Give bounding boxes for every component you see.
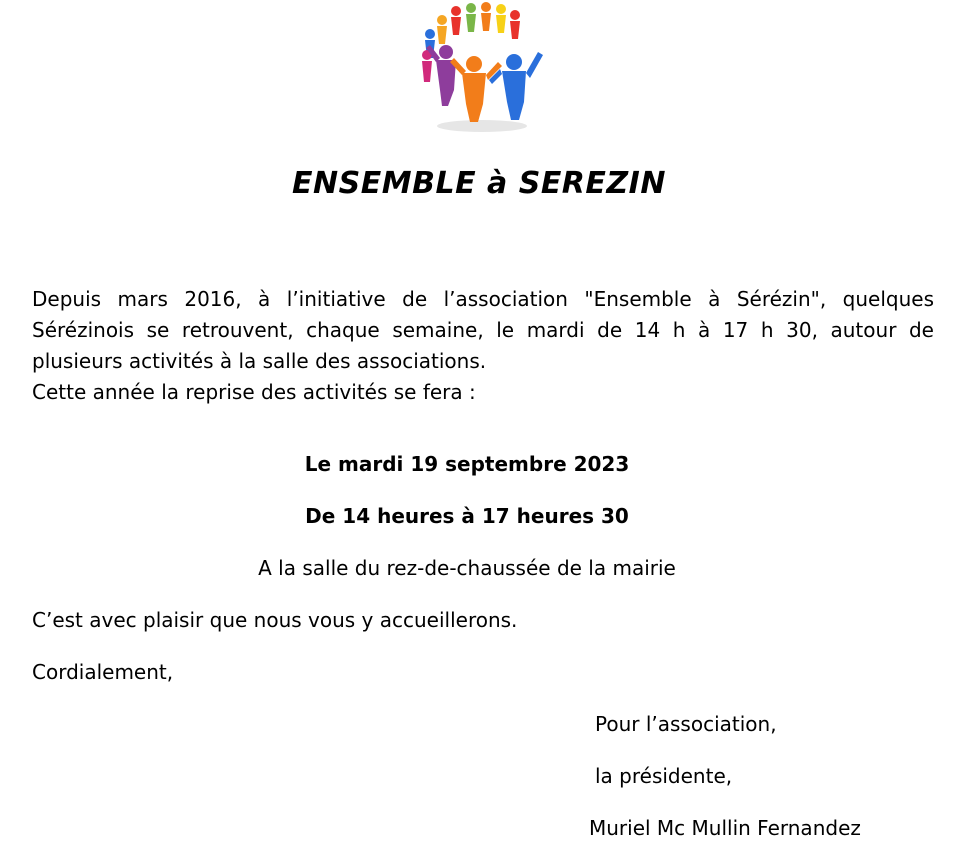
welcome-text: C’est avec plaisir que nous vous y accueillerons.	[32, 608, 518, 632]
event-hours: De 14 heures à 17 heures 30	[305, 504, 629, 528]
signature-name: Muriel Mc Mullin Fernandez	[589, 816, 861, 840]
people-circle-logo	[412, 0, 552, 135]
signature-association: Pour l’association,	[595, 712, 777, 736]
signature-role: la présidente,	[595, 764, 733, 788]
event-date: Le mardi 19 septembre 2023	[304, 452, 630, 476]
intro-paragraph: Depuis mars 2016, à l’initiative de l’association "Ensemble à Sérézin", quelques Sérézinois se retrouvent, chaque semaine, le mardi de 14 h à 17 h 30, autour de plusieurs activités à la salle des associations.	[32, 287, 934, 373]
event-place: A la salle du rez-de-chaussée de la mairie	[258, 556, 676, 580]
closing-text: Cordialement,	[32, 660, 174, 684]
intro-paragraph-resumption: Cette année la reprise des activités se fera :	[32, 380, 476, 404]
intro-text	[32, 284, 934, 408]
page-title: ENSEMBLE à SEREZIN	[292, 166, 666, 201]
